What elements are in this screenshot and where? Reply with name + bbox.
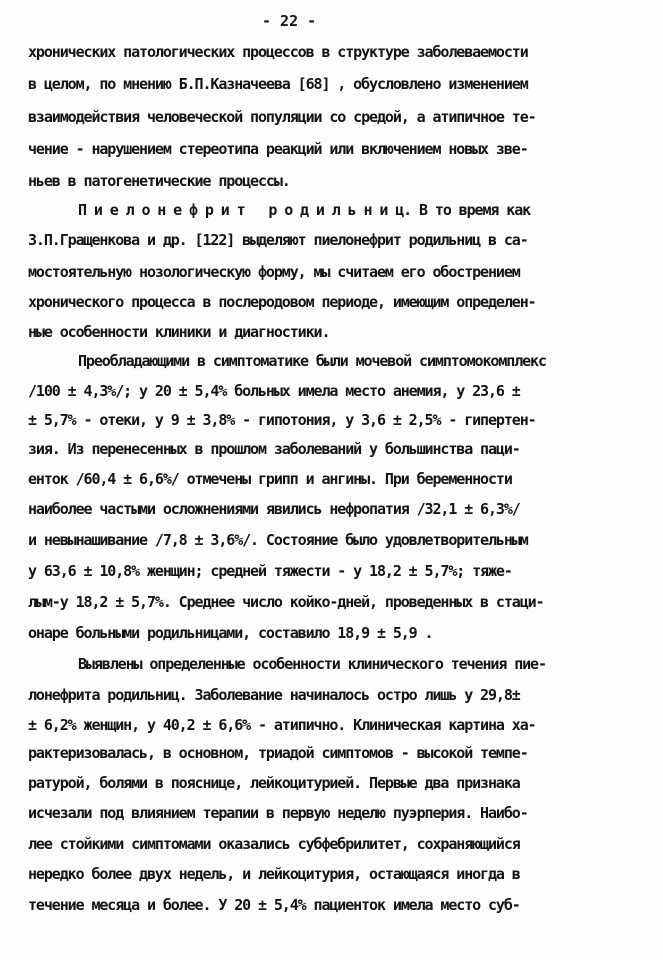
text-line: зия. Из перенесенных в прошлом заболеваний у большинства паци-: [28, 440, 520, 458]
text-line: ньев в патогенетические процессы.: [28, 172, 290, 190]
text-line: нередко более двух недель, и лейкоцитурия, остающаяся иногда в: [28, 865, 520, 883]
text-line: лонефрита родильниц. Заболевание начиналось остро лишь у 29,8±: [28, 686, 520, 704]
page-number: - 22 -: [262, 12, 317, 30]
text-line: ные особенности клиники и диагностики.: [28, 323, 330, 341]
text-line: енток /60,4 ± 6,6%/ отмечены грипп и ангины. При беременности: [28, 470, 512, 488]
text-line: в целом, по мнению Б.П.Казначеева [68] , обусловлено изменением: [28, 75, 528, 93]
text-line: течение месяца и более. У 20 ± 5,4% пациенток имела место суб-: [28, 896, 520, 914]
text-line: чение - нарушением стереотипа реакций или включением новых зве-: [28, 140, 528, 158]
text-line: хронических патологических процессов в структуре заболеваемости: [28, 43, 528, 61]
text-line: исчезали под влиянием терапии в первую неделю пуэрперия. Наибо-: [28, 804, 528, 822]
text-line: З.П.Гращенкова и др. [122] выделяют пиелонефрит родильниц в са-: [28, 231, 528, 249]
text-line: мостоятельную нозологическую форму, мы считаем его обострением: [28, 263, 520, 281]
text-line: Преобладающими в симптоматике были мочевой симптомокомплекс: [78, 352, 546, 370]
text-line: у 63,6 ± 10,8% женщин; средней тяжести - у 18,2 ± 5,7%; тяже-: [28, 562, 512, 580]
text-line: ратурой, болями в пояснице, лейкоцитурией. Первые два признака: [28, 774, 520, 792]
text-line: лее стойкими симптомами оказались субфебрилитет, сохраняющийся: [28, 835, 520, 853]
text-line: рактеризовалась, в основном, триадой симптомов - высокой темпе-: [28, 744, 528, 762]
text-line: хронического процесса в послеродовом периоде, имеющим определен-: [28, 293, 536, 311]
text-line: лым-у 18,2 ± 5,7%. Среднее число койко-дней, проведенных в стаци-: [28, 593, 544, 611]
text-line: ± 5,7% - отеки, у 9 ± 3,8% - гипотония, у 3,6 ± 2,5% - гипертен-: [28, 411, 536, 429]
text-line: наиболее частыми осложнениями явились нефропатия /32,1 ± 6,3%/: [28, 500, 520, 518]
text-line: онаре больными родильницами, составило 18,9 ± 5,9 .: [28, 624, 433, 642]
text-line: и невынашивание /7,8 ± 3,6%/. Состояние было удовлетворительным: [28, 531, 528, 549]
text-line: взаимодействия человеческой популяции со средой, а атипичное те-: [28, 108, 536, 126]
text-line: Выявлены определенные особенности клинического течения пие-: [78, 655, 546, 673]
text-line: /100 ± 4,3%/; у 20 ± 5,4% больных имела место анемия, у 23,6 ±: [28, 382, 520, 400]
text-line: ± 6,2% женщин, у 40,2 ± 6,6% - атипично. Клиническая картина ха-: [28, 716, 536, 734]
text-line: П и е л о н е ф р и т р о д и л ь н и ц. В то время как: [78, 201, 531, 219]
